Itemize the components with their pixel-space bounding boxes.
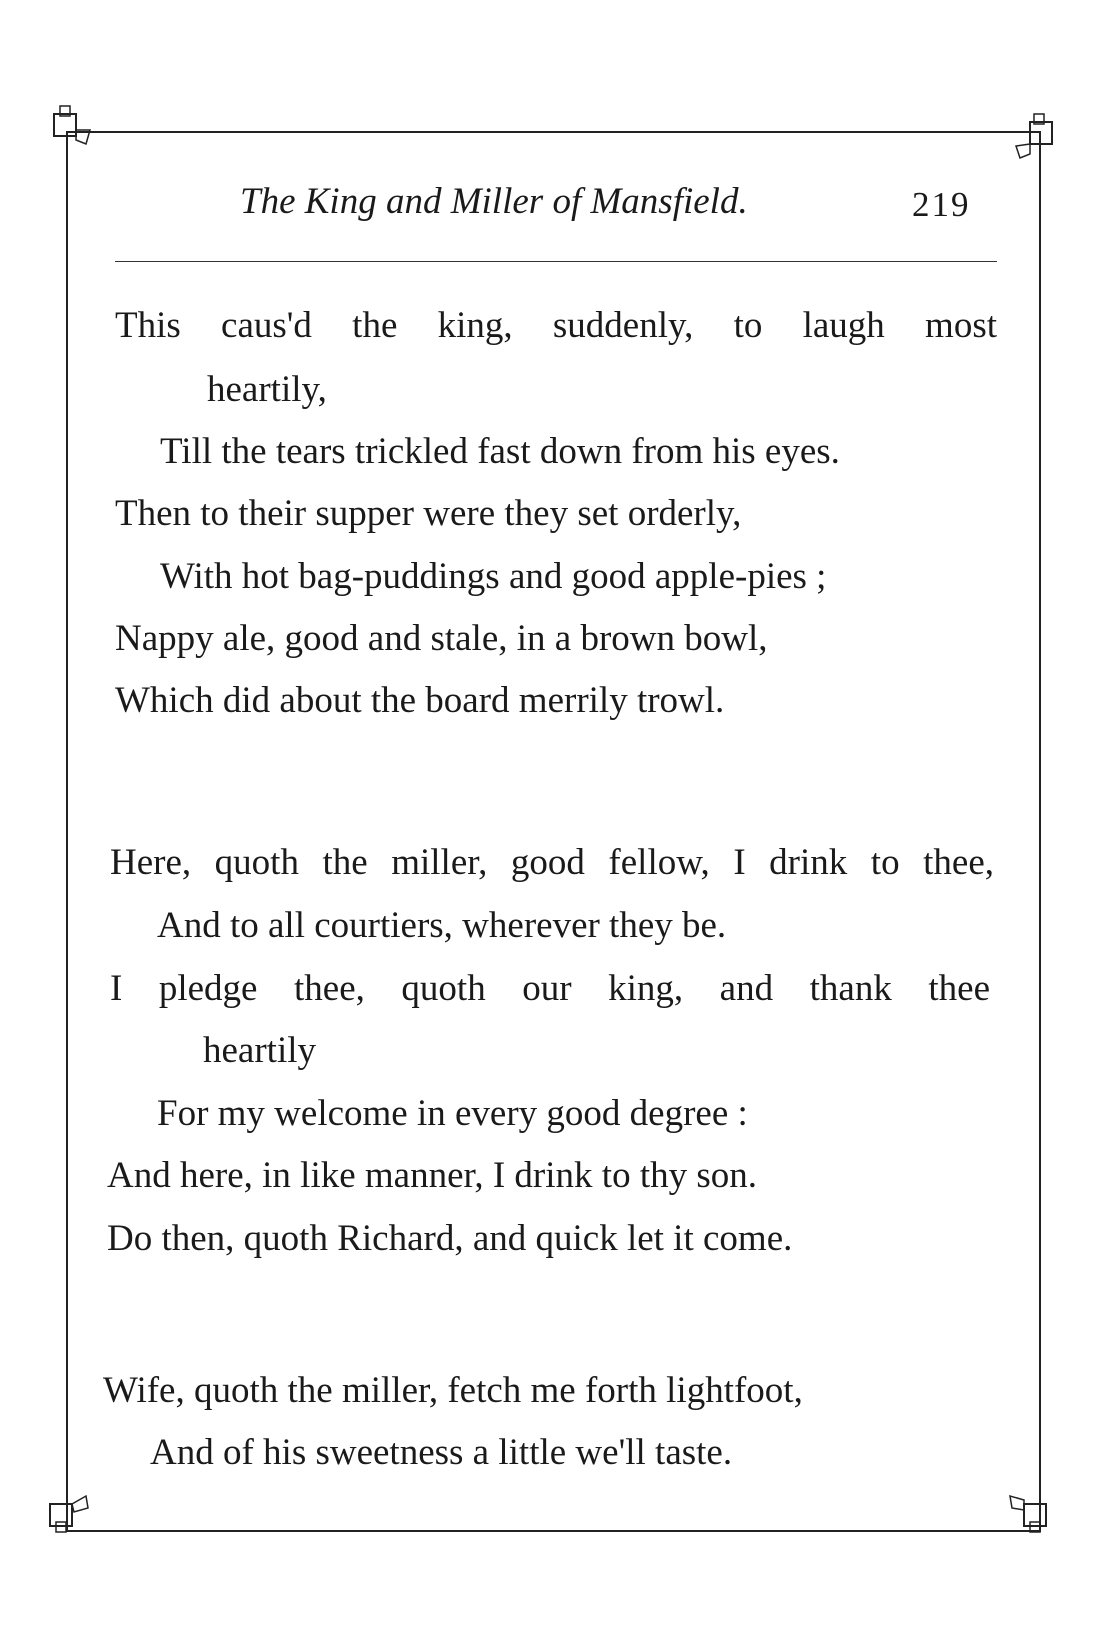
verse-line: Do then, quoth Richard, and quick let it come.: [107, 1218, 793, 1259]
page-number: 219: [912, 185, 971, 224]
corner-ornament-bottom-left: [36, 1486, 106, 1556]
verse-line: heartily,: [207, 369, 327, 410]
corner-ornament-bottom-right: [996, 1486, 1066, 1556]
header-rule: [115, 261, 997, 262]
verse-line: Which did about the board merrily trowl.: [115, 680, 725, 721]
verse-line: I pledge thee, quoth our king, and thank thee: [110, 968, 990, 1009]
verse-line: And here, in like manner, I drink to thy son.: [107, 1155, 757, 1196]
verse-line: Nappy ale, good and stale, in a brown bowl,: [115, 618, 768, 659]
running-title: The King and Miller of Mansfield.: [240, 181, 748, 222]
verse-line: Till the tears trickled fast down from his eyes.: [160, 431, 840, 472]
verse-line: This caus'd the king, suddenly, to laugh most: [115, 305, 997, 346]
verse-line: And of his sweetness a little we'll taste.: [150, 1432, 733, 1473]
verse-line: Then to their supper were they set orderly,: [115, 493, 742, 534]
corner-ornament-top-left: [40, 100, 110, 170]
verse-line: With hot bag-puddings and good apple-pies ;: [160, 556, 827, 597]
corner-ornament-top-right: [1000, 108, 1070, 178]
verse-line: For my welcome in every good degree :: [157, 1093, 748, 1134]
verse-line: heartily: [203, 1030, 317, 1071]
verse-line: Wife, quoth the miller, fetch me forth lightfoot,: [103, 1370, 803, 1411]
verse-line: Here, quoth the miller, good fellow, I drink to thee,: [110, 842, 994, 883]
verse-line: And to all courtiers, wherever they be.: [157, 905, 727, 946]
